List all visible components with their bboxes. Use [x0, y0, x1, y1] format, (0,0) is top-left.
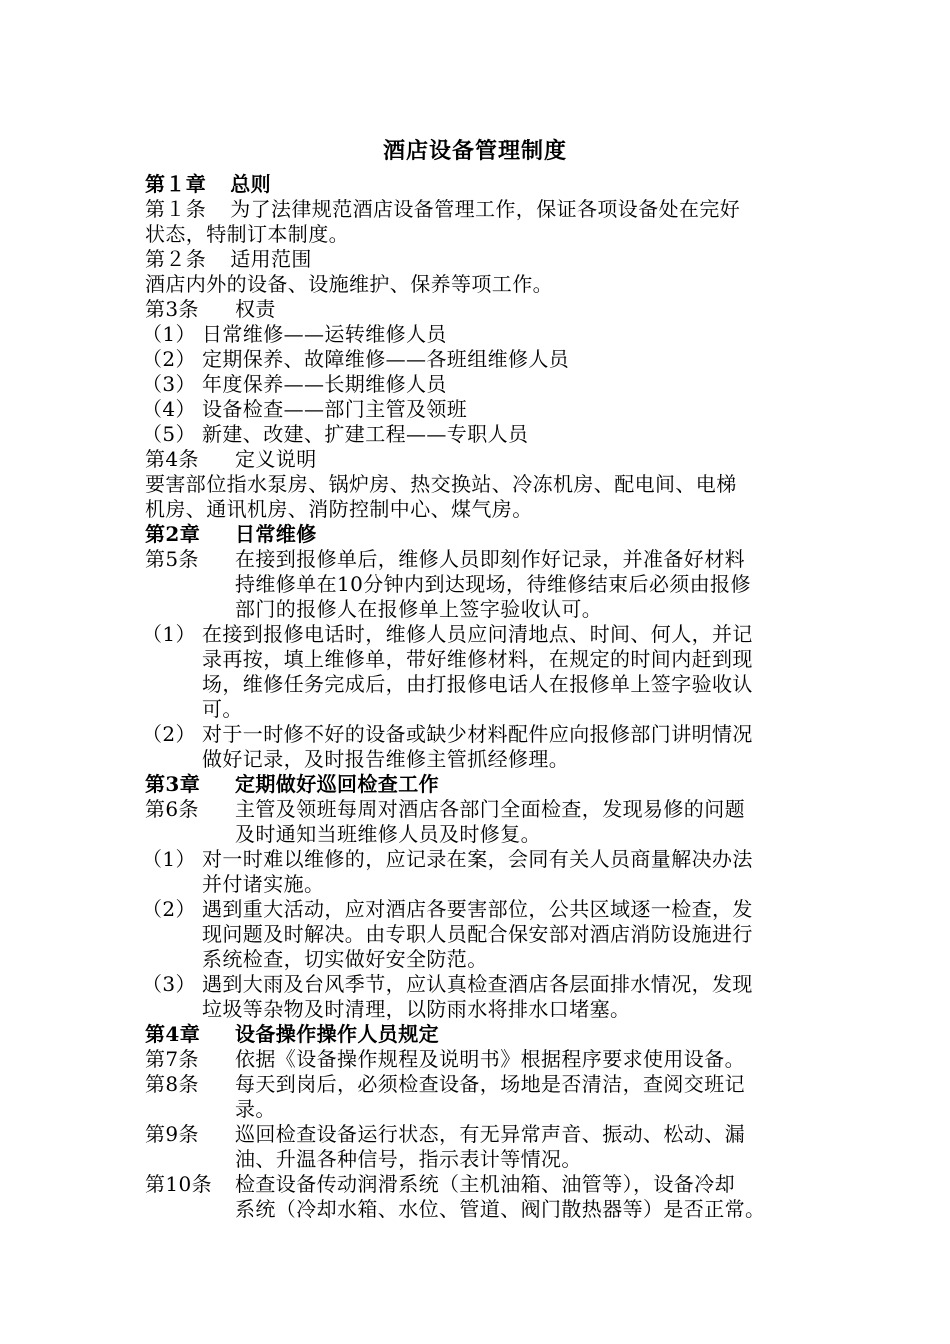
list-item: （3） 遇到大雨及台风季节，应认真检查酒店各层面排水情况，发现 垃圾等杂物及时清理，以防雨水将排水口堵塞。 [142, 972, 753, 1021]
article-3-heading [145, 297, 815, 322]
list-item: （2） 遇到重大活动，应对酒店各要害部位，公共区域逐一检查，发 现问题及时解决。由专职人员配合保安部对酒店消防设施进行 系统检查，切实做好安全防范。 [142, 897, 753, 971]
chapter-title: 日常维修 [235, 522, 317, 546]
list-item: （1） 日常维修——运转维修人员 [142, 322, 447, 346]
article-4-body-line-2: 机房、通讯机房、消防控制中心、煤气房。 [145, 497, 533, 521]
chapter-label: 第１章 [145, 172, 207, 196]
article-label: 第１条 [145, 197, 207, 221]
article-6: 第6条 主管及领班每周对酒店各部门全面检查，发现易修的问题 及时通知当班维修人员及时修复。 [145, 797, 745, 846]
item-label: （1） [142, 622, 196, 646]
chapter-title: 设备操作操作人员规定 [235, 1022, 439, 1046]
chapter-1-heading [145, 172, 815, 197]
article-2-heading [145, 247, 815, 272]
list-item: （2） 对于一时修不好的设备或缺少材料配件应向报修部门讲明情况 做好记录，及时报告维修主管抓经修理。 [142, 722, 753, 771]
article-4-body-line-1: 要害部位指水泵房、锅炉房、热交换站、冷冻机房、配电间、电梯 [145, 472, 737, 496]
list-item: （3） 年度保养——长期维修人员 [142, 372, 447, 396]
list-item: （5） 新建、改建、扩建工程——专职人员 [142, 422, 529, 446]
article-10: 第10条 检查设备传动润滑系统（主机油箱、油管等），设备冷却 系统（冷却水箱、水位、管道、阀门散热器等）是否正常。 [145, 1172, 766, 1221]
chapter-2-heading [145, 522, 815, 547]
item-label: （1） [142, 322, 196, 346]
list-item: （4） 设备检查——部门主管及领班 [142, 397, 468, 421]
chapter-4-heading [145, 1022, 815, 1047]
item-label: （3） [142, 972, 196, 996]
article-1-line-2: 状态，特制订本制度。 [145, 222, 349, 246]
document-title: 酒店设备管理制度 [382, 138, 567, 164]
article-label: 第6条 [145, 797, 199, 821]
article-label: 第10条 [145, 1172, 213, 1196]
item-label: （4） [142, 397, 196, 421]
article-title: 权责 [235, 297, 276, 321]
article-label: 第7条 [145, 1047, 199, 1071]
article-label: 第4条 [145, 447, 199, 471]
article-label: 第5条 [145, 547, 199, 571]
article-7: 第7条 依据《设备操作规程及说明书》根据程序要求使用设备。 [145, 1047, 745, 1071]
item-label: （2） [142, 347, 196, 371]
chapter-title: 定期做好巡回检查工作 [235, 772, 439, 796]
article-8: 第8条 每天到岗后，必须检查设备，场地是否清洁，查阅交班记 录。 [145, 1072, 745, 1121]
list-item: （2） 定期保养、故障维修——各班组维修人员 [142, 347, 570, 371]
item-label: （3） [142, 372, 196, 396]
item-label: （1） [142, 847, 196, 871]
chapter-3-heading [145, 772, 815, 797]
article-9: 第9条 巡回检查设备运行状态，有无异常声音、振动、松动、漏 油、升温各种信号，指示表计等情况。 [145, 1122, 745, 1171]
article-label: 第8条 [145, 1072, 199, 1096]
article-2-body: 酒店内外的设备、设施维护、保养等项工作。 [145, 272, 553, 296]
article-label: 第9条 [145, 1122, 199, 1146]
list-item: （1） 在接到报修电话时，维修人员应问清地点、时间、何人，并记 录再按，填上维修单，带好维修材料，在规定的时间内赶到现 场，维修任务完成后，由打报修电话人在报修单上签字验收认 可。 [142, 622, 753, 721]
article-label: 第２条 [145, 247, 207, 271]
item-label: （2） [142, 722, 196, 746]
item-label: （5） [142, 422, 196, 446]
article-title: 适用范围 [230, 247, 312, 271]
chapter-label: 第2章 [145, 522, 201, 546]
list-item: （1） 对一时难以维修的，应记录在案，会同有关人员商量解决办法 并付诸实施。 [142, 847, 753, 896]
item-label: （2） [142, 897, 196, 921]
article-5: 第5条 在接到报修单后，维修人员即刻作好记录，并准备好材料 持维修单在10分钟内到达现场，待维修结束后必须由报修 部门的报修人在报修单上签字验收认可。 [145, 547, 751, 621]
document-body [142, 172, 815, 1222]
article-1-line-1: 第１条 为了法律规范酒店设备管理工作，保证各项设备处在完好 [145, 197, 741, 221]
chapter-title: 总则 [230, 172, 272, 196]
chapter-label: 第3章 [145, 772, 201, 796]
article-title: 定义说明 [235, 447, 317, 471]
article-label: 第3条 [145, 297, 199, 321]
chapter-label: 第4章 [145, 1022, 201, 1046]
article-4-heading [145, 447, 815, 472]
